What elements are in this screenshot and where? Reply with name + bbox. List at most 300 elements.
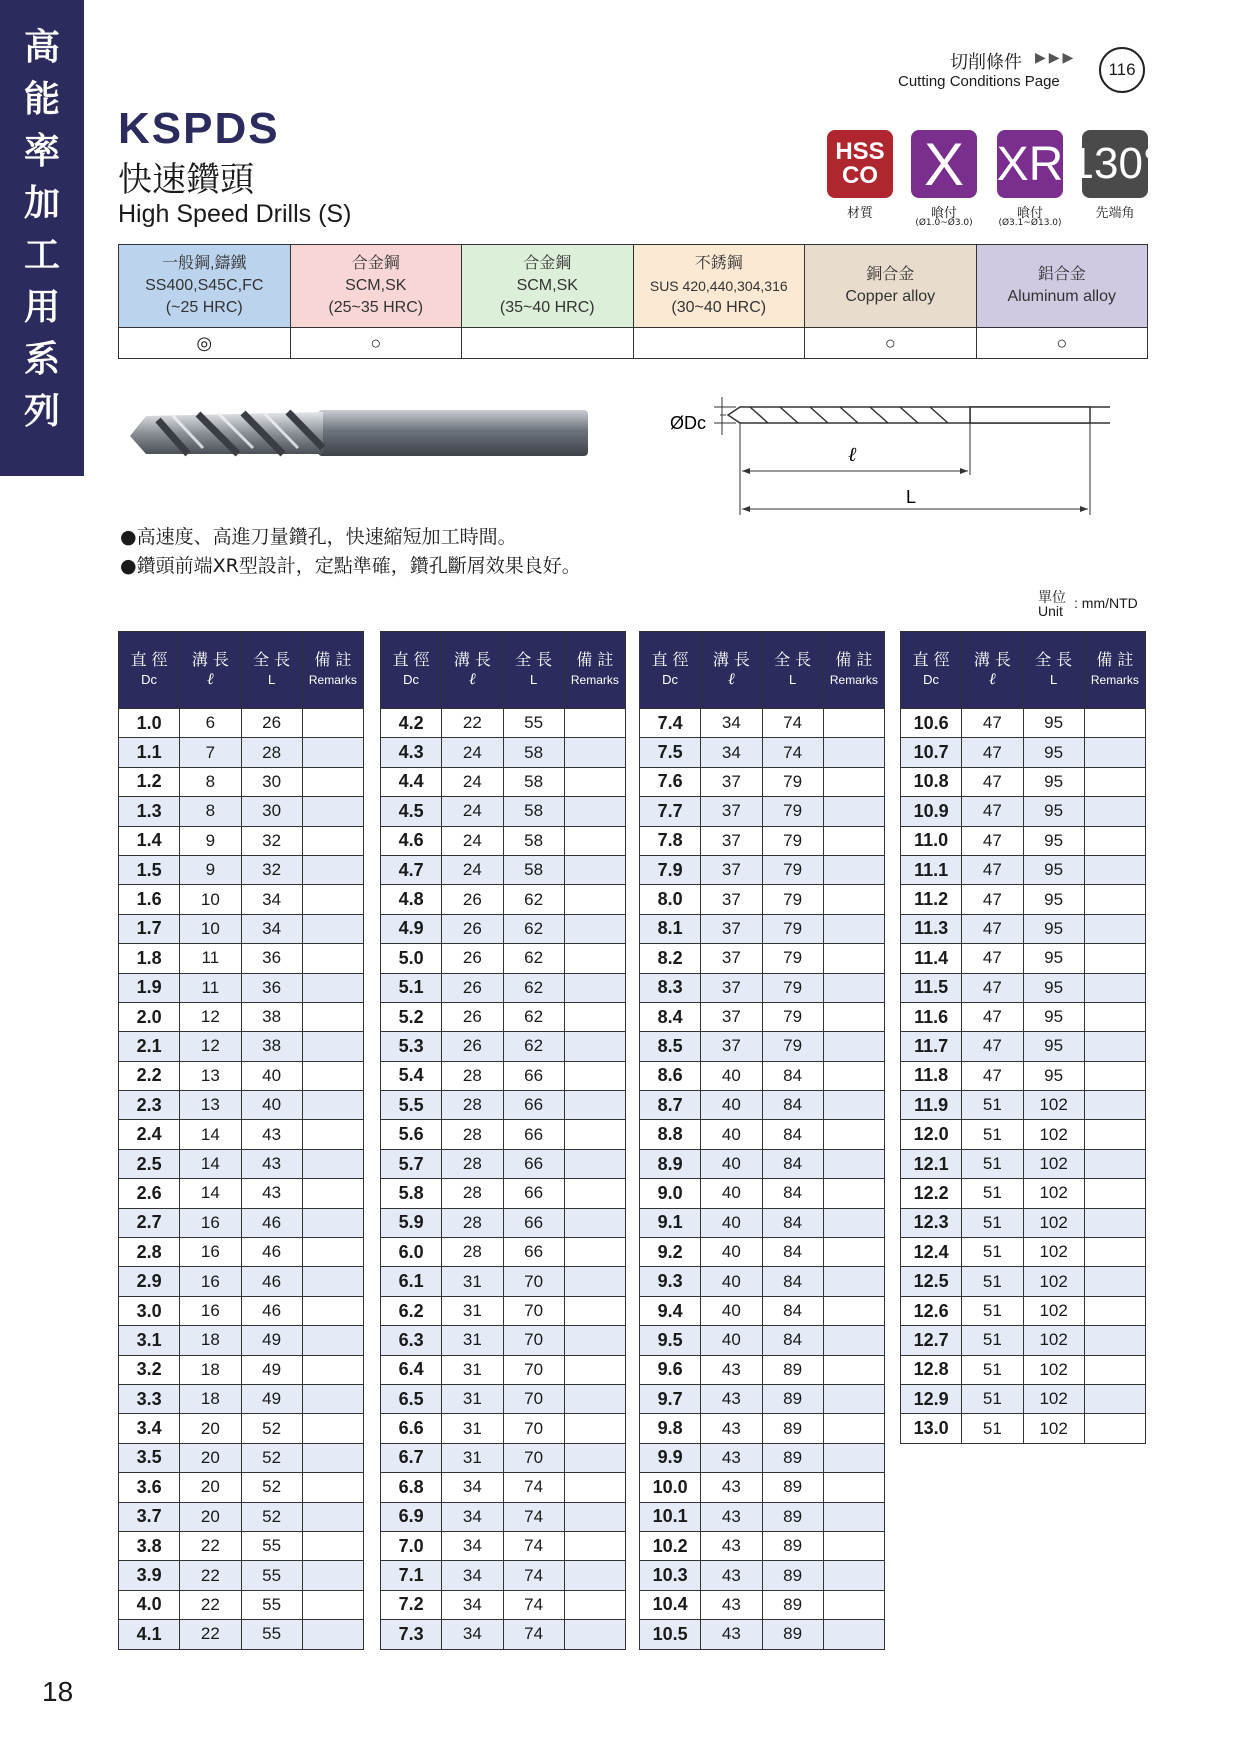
overall-length-cell: 84 bbox=[762, 1208, 823, 1237]
overall-length-cell: 74 bbox=[762, 738, 823, 767]
remarks-cell bbox=[823, 1179, 884, 1208]
remarks-cell bbox=[823, 885, 884, 914]
overall-length-cell: 49 bbox=[241, 1326, 302, 1355]
table-row bbox=[381, 1179, 626, 1208]
badge-text: XR bbox=[996, 137, 1064, 191]
table-row bbox=[640, 797, 885, 826]
header-zh: 備 註 bbox=[835, 650, 873, 669]
table-row bbox=[119, 709, 364, 738]
header-en: Remarks bbox=[1090, 673, 1139, 687]
flute-length-cell: 51 bbox=[962, 1384, 1023, 1413]
overall-length-cell: 89 bbox=[762, 1443, 823, 1472]
remarks-cell bbox=[564, 1267, 625, 1296]
table-row bbox=[901, 973, 1146, 1002]
remarks-cell bbox=[1084, 1061, 1145, 1090]
table-row bbox=[640, 973, 885, 1002]
suitability-symbol: ◎ bbox=[119, 328, 291, 359]
table-row bbox=[119, 797, 364, 826]
table-row bbox=[901, 1179, 1146, 1208]
remarks-cell bbox=[302, 1002, 363, 1031]
flute-length-cell: 24 bbox=[442, 826, 503, 855]
table-row bbox=[381, 1561, 626, 1590]
flute-length-label: ℓ bbox=[848, 444, 857, 466]
flute-length-cell: 37 bbox=[701, 767, 762, 796]
diameter-cell: 2.0 bbox=[119, 1002, 180, 1031]
overall-length-cell: 84 bbox=[762, 1120, 823, 1149]
overall-length-cell: 84 bbox=[762, 1267, 823, 1296]
overall-length-cell: 95 bbox=[1023, 767, 1084, 796]
remarks-cell bbox=[302, 1384, 363, 1413]
remarks-cell bbox=[302, 826, 363, 855]
material-cell bbox=[462, 245, 634, 328]
remarks-cell bbox=[564, 797, 625, 826]
table-row bbox=[640, 1414, 885, 1443]
table-row bbox=[119, 914, 364, 943]
table-row bbox=[381, 797, 626, 826]
overall-length-cell: 62 bbox=[503, 973, 564, 1002]
diameter-cell: 10.7 bbox=[901, 738, 962, 767]
diameter-cell: 3.4 bbox=[119, 1414, 180, 1443]
table-row bbox=[640, 944, 885, 973]
overall-length-cell: 32 bbox=[241, 826, 302, 855]
remarks-cell bbox=[302, 1120, 363, 1149]
header-en: Remarks bbox=[570, 673, 619, 687]
diameter-cell: 9.9 bbox=[640, 1443, 701, 1472]
remarks-cell bbox=[823, 1590, 884, 1619]
diameter-cell: 6.6 bbox=[381, 1414, 442, 1443]
table-row bbox=[640, 1267, 885, 1296]
flute-length-cell: 31 bbox=[442, 1296, 503, 1325]
flute-length-cell: 31 bbox=[442, 1384, 503, 1413]
flute-length-cell: 40 bbox=[701, 1326, 762, 1355]
table-row bbox=[640, 1002, 885, 1031]
flute-length-cell: 18 bbox=[180, 1326, 241, 1355]
remarks-cell bbox=[823, 1355, 884, 1384]
table-row bbox=[381, 1091, 626, 1120]
overall-length-cell: 46 bbox=[241, 1267, 302, 1296]
overall-length-cell: 79 bbox=[762, 973, 823, 1002]
diameter-cell: 7.4 bbox=[640, 709, 701, 738]
table-row bbox=[381, 1531, 626, 1560]
flute-length-cell: 24 bbox=[442, 767, 503, 796]
overall-length-cell: 62 bbox=[503, 944, 564, 973]
remarks-cell bbox=[823, 1620, 884, 1649]
diameter-cell: 1.4 bbox=[119, 826, 180, 855]
remarks-cell bbox=[564, 855, 625, 884]
flute-length-cell: 51 bbox=[962, 1091, 1023, 1120]
table-row bbox=[381, 1208, 626, 1237]
diameter-cell: 9.5 bbox=[640, 1326, 701, 1355]
overall-length-cell: 28 bbox=[241, 738, 302, 767]
table-row bbox=[119, 767, 364, 796]
flute-length-cell: 34 bbox=[701, 709, 762, 738]
table-row bbox=[119, 1179, 364, 1208]
table-row bbox=[381, 914, 626, 943]
header-en: Dc bbox=[403, 672, 420, 687]
flute-length-cell: 31 bbox=[442, 1355, 503, 1384]
diameter-cell: 2.1 bbox=[119, 1032, 180, 1061]
flute-length-cell: 43 bbox=[701, 1384, 762, 1413]
flute-length-cell: 47 bbox=[962, 709, 1023, 738]
table-row bbox=[901, 767, 1146, 796]
table-row bbox=[901, 738, 1146, 767]
header-en: ℓ bbox=[469, 671, 476, 688]
flute-length-cell: 11 bbox=[180, 944, 241, 973]
flute-length-cell: 47 bbox=[962, 1032, 1023, 1061]
header-en: Remarks bbox=[829, 673, 878, 687]
table-row bbox=[640, 1091, 885, 1120]
remarks-cell bbox=[302, 1590, 363, 1619]
material-cell bbox=[290, 245, 462, 328]
table-row bbox=[381, 1384, 626, 1413]
diameter-cell: 3.9 bbox=[119, 1561, 180, 1590]
side-title-char: 用 bbox=[23, 287, 60, 328]
diameter-cell: 7.8 bbox=[640, 826, 701, 855]
overall-length-cell: 102 bbox=[1023, 1355, 1084, 1384]
table-row bbox=[119, 944, 364, 973]
remarks-cell bbox=[564, 1502, 625, 1531]
remarks-cell bbox=[823, 944, 884, 973]
remarks-cell bbox=[1084, 1355, 1145, 1384]
table-row bbox=[901, 797, 1146, 826]
table-row bbox=[119, 1296, 364, 1325]
diameter-cell: 5.7 bbox=[381, 1149, 442, 1178]
diameter-cell: 3.5 bbox=[119, 1443, 180, 1472]
table-row bbox=[901, 1091, 1146, 1120]
flute-length-cell: 34 bbox=[442, 1502, 503, 1531]
table-row bbox=[640, 1296, 885, 1325]
flute-length-cell: 10 bbox=[180, 914, 241, 943]
remarks-cell bbox=[302, 1414, 363, 1443]
overall-length-cell: 66 bbox=[503, 1091, 564, 1120]
overall-length-cell: 102 bbox=[1023, 1414, 1084, 1443]
overall-length-cell: 79 bbox=[762, 797, 823, 826]
material-name: 不銹鋼 bbox=[694, 255, 743, 272]
overall-length-cell: 55 bbox=[241, 1561, 302, 1590]
table-row bbox=[640, 1384, 885, 1413]
side-title-char: 能 bbox=[23, 79, 60, 120]
diameter-cell: 12.8 bbox=[901, 1355, 962, 1384]
overall-length-cell: 74 bbox=[503, 1561, 564, 1590]
diameter-cell: 8.5 bbox=[640, 1032, 701, 1061]
overall-length-cell: 79 bbox=[762, 885, 823, 914]
material-cell bbox=[119, 245, 291, 328]
diameter-cell: 7.3 bbox=[381, 1620, 442, 1649]
remarks-cell bbox=[302, 1355, 363, 1384]
flute-length-cell: 28 bbox=[442, 1208, 503, 1237]
overall-length-cell: 95 bbox=[1023, 973, 1084, 1002]
header-zh: 備 註 bbox=[1096, 650, 1134, 669]
flute-length-cell: 40 bbox=[701, 1238, 762, 1267]
diameter-cell: 10.9 bbox=[901, 797, 962, 826]
point-angle-badge-icon bbox=[1069, 130, 1161, 198]
material-name: 合金鋼 bbox=[523, 255, 572, 272]
unit-value: : mm/NTD bbox=[1074, 595, 1138, 611]
overall-length-cell: 36 bbox=[241, 973, 302, 1002]
diameter-cell: 11.1 bbox=[901, 855, 962, 884]
overall-length-cell: 38 bbox=[241, 1002, 302, 1031]
table-row bbox=[381, 1473, 626, 1502]
overall-length-cell: 46 bbox=[241, 1238, 302, 1267]
flute-length-cell: 43 bbox=[701, 1414, 762, 1443]
header-zh: 直 徑 bbox=[392, 650, 430, 669]
flute-length-cell: 31 bbox=[442, 1414, 503, 1443]
remarks-cell bbox=[823, 973, 884, 1002]
drill-photo-image bbox=[128, 398, 598, 478]
diameter-cell: 8.4 bbox=[640, 1002, 701, 1031]
header-en: L bbox=[530, 672, 538, 687]
table-row bbox=[119, 1473, 364, 1502]
remarks-cell bbox=[564, 709, 625, 738]
overall-length-cell: 70 bbox=[503, 1267, 564, 1296]
overall-length-cell: 74 bbox=[762, 709, 823, 738]
cutting-conditions-en[interactable]: Cutting Conditions Page bbox=[898, 73, 1060, 90]
table-row bbox=[119, 1384, 364, 1413]
flute-length-cell: 51 bbox=[962, 1414, 1023, 1443]
diameter-cell: 11.8 bbox=[901, 1061, 962, 1090]
overall-length-cell: 70 bbox=[503, 1355, 564, 1384]
table-row bbox=[640, 1032, 885, 1061]
flute-length-cell: 22 bbox=[180, 1531, 241, 1560]
remarks-cell bbox=[302, 738, 363, 767]
remarks-cell bbox=[564, 1296, 625, 1325]
remarks-cell bbox=[564, 1414, 625, 1443]
overall-length-cell: 62 bbox=[503, 1032, 564, 1061]
diameter-cell: 12.9 bbox=[901, 1384, 962, 1413]
side-title-char: 工 bbox=[23, 235, 60, 276]
overall-length-cell: 89 bbox=[762, 1502, 823, 1531]
header-zh: 全 長 bbox=[253, 650, 291, 669]
remarks-cell bbox=[564, 944, 625, 973]
material-hardness: (25~35 HRC) bbox=[328, 299, 424, 316]
remarks-cell bbox=[823, 1061, 884, 1090]
table-row bbox=[640, 1561, 885, 1590]
table-header bbox=[180, 632, 241, 709]
diameter-cell: 6.5 bbox=[381, 1384, 442, 1413]
overall-length-cell: 84 bbox=[762, 1179, 823, 1208]
flute-length-cell: 28 bbox=[442, 1179, 503, 1208]
remarks-cell bbox=[823, 1326, 884, 1355]
remarks-cell bbox=[1084, 1120, 1145, 1149]
diameter-cell: 7.6 bbox=[640, 767, 701, 796]
product-name-zh: 快速鑽頭 bbox=[118, 160, 254, 200]
badge-label: 先端角 bbox=[1095, 206, 1135, 221]
overall-length-cell: 84 bbox=[762, 1091, 823, 1120]
remarks-cell bbox=[564, 1620, 625, 1649]
table-row bbox=[640, 1149, 885, 1178]
diameter-cell: 10.6 bbox=[901, 709, 962, 738]
flute-length-cell: 26 bbox=[442, 944, 503, 973]
flute-length-cell: 26 bbox=[442, 914, 503, 943]
flute-length-cell: 31 bbox=[442, 1267, 503, 1296]
table-header bbox=[119, 632, 180, 709]
overall-length-cell: 84 bbox=[762, 1149, 823, 1178]
remarks-cell bbox=[302, 944, 363, 973]
badge-text: CO bbox=[842, 162, 878, 189]
diameter-cell: 8.0 bbox=[640, 885, 701, 914]
diameter-cell: 5.9 bbox=[381, 1208, 442, 1237]
overall-length-cell: 49 bbox=[241, 1355, 302, 1384]
flute-length-cell: 47 bbox=[962, 1061, 1023, 1090]
table-row bbox=[381, 1267, 626, 1296]
flute-length-cell: 20 bbox=[180, 1414, 241, 1443]
remarks-cell bbox=[564, 1238, 625, 1267]
remarks-cell bbox=[823, 1531, 884, 1560]
overall-length-cell: 55 bbox=[503, 709, 564, 738]
remarks-cell bbox=[823, 709, 884, 738]
remarks-cell bbox=[564, 1384, 625, 1413]
overall-length-cell: 46 bbox=[241, 1296, 302, 1325]
diameter-cell: 11.6 bbox=[901, 1002, 962, 1031]
side-title-char: 率 bbox=[23, 131, 60, 172]
diameter-cell: 5.8 bbox=[381, 1179, 442, 1208]
flute-length-cell: 40 bbox=[701, 1208, 762, 1237]
overall-length-cell: 84 bbox=[762, 1296, 823, 1325]
suitability-symbol: ○ bbox=[976, 328, 1148, 359]
table-row bbox=[119, 1267, 364, 1296]
flute-length-cell: 28 bbox=[442, 1149, 503, 1178]
diameter-cell: 10.8 bbox=[901, 767, 962, 796]
flute-length-cell: 28 bbox=[442, 1061, 503, 1090]
remarks-cell bbox=[1084, 1384, 1145, 1413]
diameter-cell: 11.9 bbox=[901, 1091, 962, 1120]
table-row bbox=[640, 1179, 885, 1208]
diameter-cell: 4.7 bbox=[381, 855, 442, 884]
remarks-cell bbox=[302, 709, 363, 738]
overall-length-cell: 66 bbox=[503, 1208, 564, 1237]
flute-length-cell: 14 bbox=[180, 1149, 241, 1178]
flute-length-cell: 31 bbox=[442, 1326, 503, 1355]
side-title-char: 列 bbox=[23, 391, 60, 432]
table-row bbox=[901, 1032, 1146, 1061]
table-row bbox=[119, 973, 364, 1002]
flute-length-cell: 47 bbox=[962, 1002, 1023, 1031]
remarks-cell bbox=[302, 767, 363, 796]
diameter-cell: 5.5 bbox=[381, 1091, 442, 1120]
overall-length-cell: 102 bbox=[1023, 1179, 1084, 1208]
remarks-cell bbox=[302, 1443, 363, 1472]
overall-length-cell: 95 bbox=[1023, 709, 1084, 738]
remarks-cell bbox=[823, 1267, 884, 1296]
remarks-cell bbox=[823, 1238, 884, 1267]
diameter-cell: 2.8 bbox=[119, 1238, 180, 1267]
overall-length-cell: 95 bbox=[1023, 797, 1084, 826]
diameter-cell: 10.2 bbox=[640, 1531, 701, 1560]
side-title-bar bbox=[0, 0, 84, 476]
header-zh: 備 註 bbox=[314, 650, 352, 669]
table-row bbox=[119, 1620, 364, 1649]
overall-length-cell: 52 bbox=[241, 1443, 302, 1472]
table-row bbox=[640, 1531, 885, 1560]
table-row bbox=[381, 1502, 626, 1531]
table-row bbox=[381, 1002, 626, 1031]
flute-length-cell: 40 bbox=[701, 1120, 762, 1149]
dia-label: ØDc bbox=[670, 413, 706, 433]
flute-length-cell: 51 bbox=[962, 1296, 1023, 1325]
overall-length-cell: 95 bbox=[1023, 1032, 1084, 1061]
table-row bbox=[119, 1238, 364, 1267]
overall-length-cell: 95 bbox=[1023, 738, 1084, 767]
table-row bbox=[640, 855, 885, 884]
table-row bbox=[119, 855, 364, 884]
table-row bbox=[119, 1355, 364, 1384]
material-cell bbox=[976, 245, 1148, 328]
flute-length-cell: 37 bbox=[701, 914, 762, 943]
remarks-cell bbox=[302, 1620, 363, 1649]
overall-length-cell: 66 bbox=[503, 1061, 564, 1090]
feature-bullet: ●高速度、高進刀量鑽孔，快速縮短加工時間。 bbox=[120, 526, 517, 548]
remarks-cell bbox=[1084, 738, 1145, 767]
table-row bbox=[901, 914, 1146, 943]
flute-length-cell: 51 bbox=[962, 1179, 1023, 1208]
header-en: ℓ bbox=[728, 671, 735, 688]
flute-length-cell: 9 bbox=[180, 855, 241, 884]
remarks-cell bbox=[564, 973, 625, 1002]
flute-length-cell: 18 bbox=[180, 1355, 241, 1384]
overall-length-cell: 74 bbox=[503, 1473, 564, 1502]
table-row bbox=[119, 1208, 364, 1237]
remarks-cell bbox=[302, 1296, 363, 1325]
overall-length-cell: 74 bbox=[503, 1531, 564, 1560]
remarks-cell bbox=[1084, 1238, 1145, 1267]
remarks-cell bbox=[302, 973, 363, 1002]
material-grade: SCM,SK bbox=[345, 277, 407, 294]
flute-length-cell: 22 bbox=[180, 1561, 241, 1590]
overall-length-cell: 79 bbox=[762, 826, 823, 855]
flute-length-cell: 26 bbox=[442, 973, 503, 1002]
diameter-cell: 7.0 bbox=[381, 1531, 442, 1560]
table-row bbox=[640, 885, 885, 914]
flute-length-cell: 16 bbox=[180, 1296, 241, 1325]
table-row bbox=[640, 1326, 885, 1355]
remarks-cell bbox=[1084, 944, 1145, 973]
table-row bbox=[640, 1120, 885, 1149]
flute-length-cell: 37 bbox=[701, 944, 762, 973]
remarks-cell bbox=[1084, 1149, 1145, 1178]
remarks-cell bbox=[564, 738, 625, 767]
cutting-conditions-page-link[interactable]: 116 bbox=[1099, 47, 1145, 93]
table-header bbox=[381, 632, 442, 709]
remarks-cell bbox=[564, 885, 625, 914]
flute-length-cell: 51 bbox=[962, 1120, 1023, 1149]
table-row bbox=[381, 885, 626, 914]
flute-length-cell: 34 bbox=[442, 1473, 503, 1502]
flute-length-cell: 34 bbox=[701, 738, 762, 767]
overall-length-cell: 84 bbox=[762, 1326, 823, 1355]
remarks-cell bbox=[823, 738, 884, 767]
flute-length-cell: 20 bbox=[180, 1443, 241, 1472]
overall-length-cell: 102 bbox=[1023, 1149, 1084, 1178]
flute-length-cell: 12 bbox=[180, 1032, 241, 1061]
table-row bbox=[901, 885, 1146, 914]
overall-length-cell: 40 bbox=[241, 1091, 302, 1120]
flute-length-cell: 8 bbox=[180, 797, 241, 826]
remarks-cell bbox=[1084, 1002, 1145, 1031]
remarks-cell bbox=[823, 1384, 884, 1413]
diameter-cell: 12.7 bbox=[901, 1326, 962, 1355]
overall-length-cell: 79 bbox=[762, 1032, 823, 1061]
diameter-cell: 7.5 bbox=[640, 738, 701, 767]
overall-length-cell: 49 bbox=[241, 1384, 302, 1413]
flute-length-cell: 26 bbox=[442, 885, 503, 914]
overall-length-cell: 79 bbox=[762, 855, 823, 884]
table-header bbox=[640, 632, 701, 709]
flute-length-cell: 37 bbox=[701, 885, 762, 914]
overall-length-cell: 74 bbox=[503, 1620, 564, 1649]
table-row bbox=[901, 1355, 1146, 1384]
flute-length-cell: 47 bbox=[962, 914, 1023, 943]
diameter-cell: 1.2 bbox=[119, 767, 180, 796]
